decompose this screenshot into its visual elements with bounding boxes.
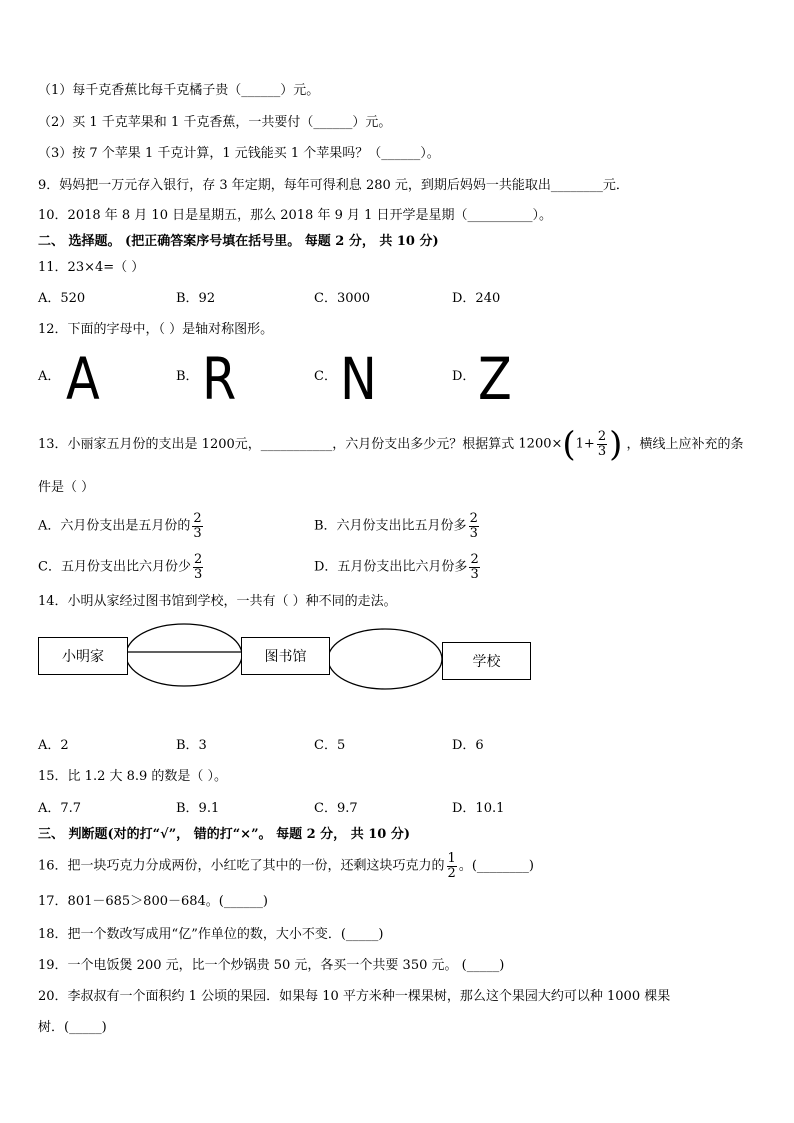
question-14: 14．小明从家经过图书馆到学校，一共有（ ）种不同的走法。 [38,594,397,609]
q12-letter-n: N [340,345,377,413]
q8-part2: （2）买 1 千克苹果和 1 千克香蕉，一共要付（______）元。 [38,115,392,130]
q14-option-c: C．5 [314,738,346,753]
q11-option-a: A．520 [38,291,86,306]
route-ellipse-1 [126,624,242,686]
q8-part1: （1）每千克香蕉比每千克橘子贵（______）元。 [38,83,320,98]
q13-option-b: B．六月份支出比五月份多 $\frac{2}{3}$ [314,511,478,541]
q13-option-a: A．六月份支出是五月份的 $\frac{2}{3}$ [38,511,202,541]
route-ellipse-2 [328,629,442,689]
question-18: 18．把一个数改写成用“亿”作单位的数，大小不变．(_____) [38,927,384,942]
q12-option-b-label: B． [176,369,199,384]
q8-part3: （3）按 7 个苹果 1 千克计算，1 元钱能买 1 个苹果吗？（______）。 [38,146,440,161]
q13-paren-right: ) [609,424,623,465]
q15-option-b: B．9.1 [176,801,220,816]
q13-continued: 件是（ ） [38,480,95,495]
library-box: 图书馆 [241,637,330,675]
question-20-continued: 树．(_____) [38,1020,107,1035]
q13-text-end: ，横线上应补充的条 [626,437,744,452]
q12-letter-r: R [202,345,237,413]
q13-option-c-fraction: $\frac{2}{3}$ [193,552,203,582]
q12-option-c-label: C． [314,369,337,384]
q13-paren-left: ( [562,424,576,465]
question-13 [38,424,744,465]
q14-option-b: B．3 [176,738,207,753]
q13-option-d: D．五月份支出比六月份多 $\frac{2}{3}$ [314,552,479,582]
q11-option-d: D．240 [452,291,501,306]
q11-option-b: B．92 [176,291,216,306]
q13-text-start: 13．小丽家五月份的支出是 1200元，___________，六月份支出多少元？根据算式 [38,437,515,452]
home-box: 小明家 [38,637,128,675]
q13-option-b-fraction: $\frac{2}{3}$ [469,511,478,541]
question-10: 10．2018 年 8 月 10 日是星期五，那么 2018 年 9 月 1 日开学是星期（__________）。 [38,208,553,223]
school-box: 学校 [442,642,531,680]
section-3-heading: 三、 判断题(对的打“√”， 错的打“×”。 每题 2 分， 共 10 分) [38,827,410,842]
q15-option-a: A．7.7 [38,801,82,816]
q16-fraction: $\frac{1}{2}$ [447,851,456,881]
q14-option-a: A．2 [38,738,69,753]
q15-option-c: C．9.7 [314,801,358,816]
question-17: 17．801－685＞800－684。(______) [38,894,268,909]
question-16: 16．把一块巧克力分成两份，小红吃了其中的一份，还剩这块巧克力的 $\frac{1}{2}$ 。(________) [38,851,534,881]
question-12: 12．下面的字母中，（ ）是轴对称图形。 [38,322,274,337]
question-20: 20．李叔叔有一个面积约 1 公顷的果园．如果每 10 平方米种一棵果树，那么这个果园大约可以种 1000 棵果 [38,989,671,1004]
q13-option-d-fraction: $\frac{2}{3}$ [470,552,479,582]
q12-letter-a: A [66,345,100,413]
q12-option-a-label: A． [38,369,61,384]
q15-option-d: D．10.1 [452,801,505,816]
section-2-heading: 二、 选择题。 (把正确答案序号填在括号里。 每题 2 分， 共 10 分) [38,234,439,249]
question-9: 9．妈妈把一万元存入银行，存 3 年定期，每年可得利息 280 元，到期后妈妈一共能取出________元． [38,178,629,193]
question-15: 15．比 1.2 大 8.9 的数是（ ）。 [38,769,228,784]
q12-option-d-label: D． [452,369,476,384]
q13-option-a-fraction: $\frac{2}{3}$ [193,511,202,541]
q13-formula: 1200×(1+ $\frac{2}{3}$ ) [518,424,623,465]
q11-option-c: C．3000 [314,291,371,306]
q13-fraction: $\frac{2}{3}$ [597,429,607,459]
question-11: 11．23×4=（ ） [38,260,145,275]
q14-option-d: D．6 [452,738,484,753]
q12-letter-z: Z [478,345,512,413]
q13-option-c: C．五月份支出比六月份少 $\frac{2}{3}$ [38,552,203,582]
question-19: 19．一个电饭煲 200 元，比一个炒锅贵 50 元，各买一个共要 350 元。 (_____) [38,958,505,973]
